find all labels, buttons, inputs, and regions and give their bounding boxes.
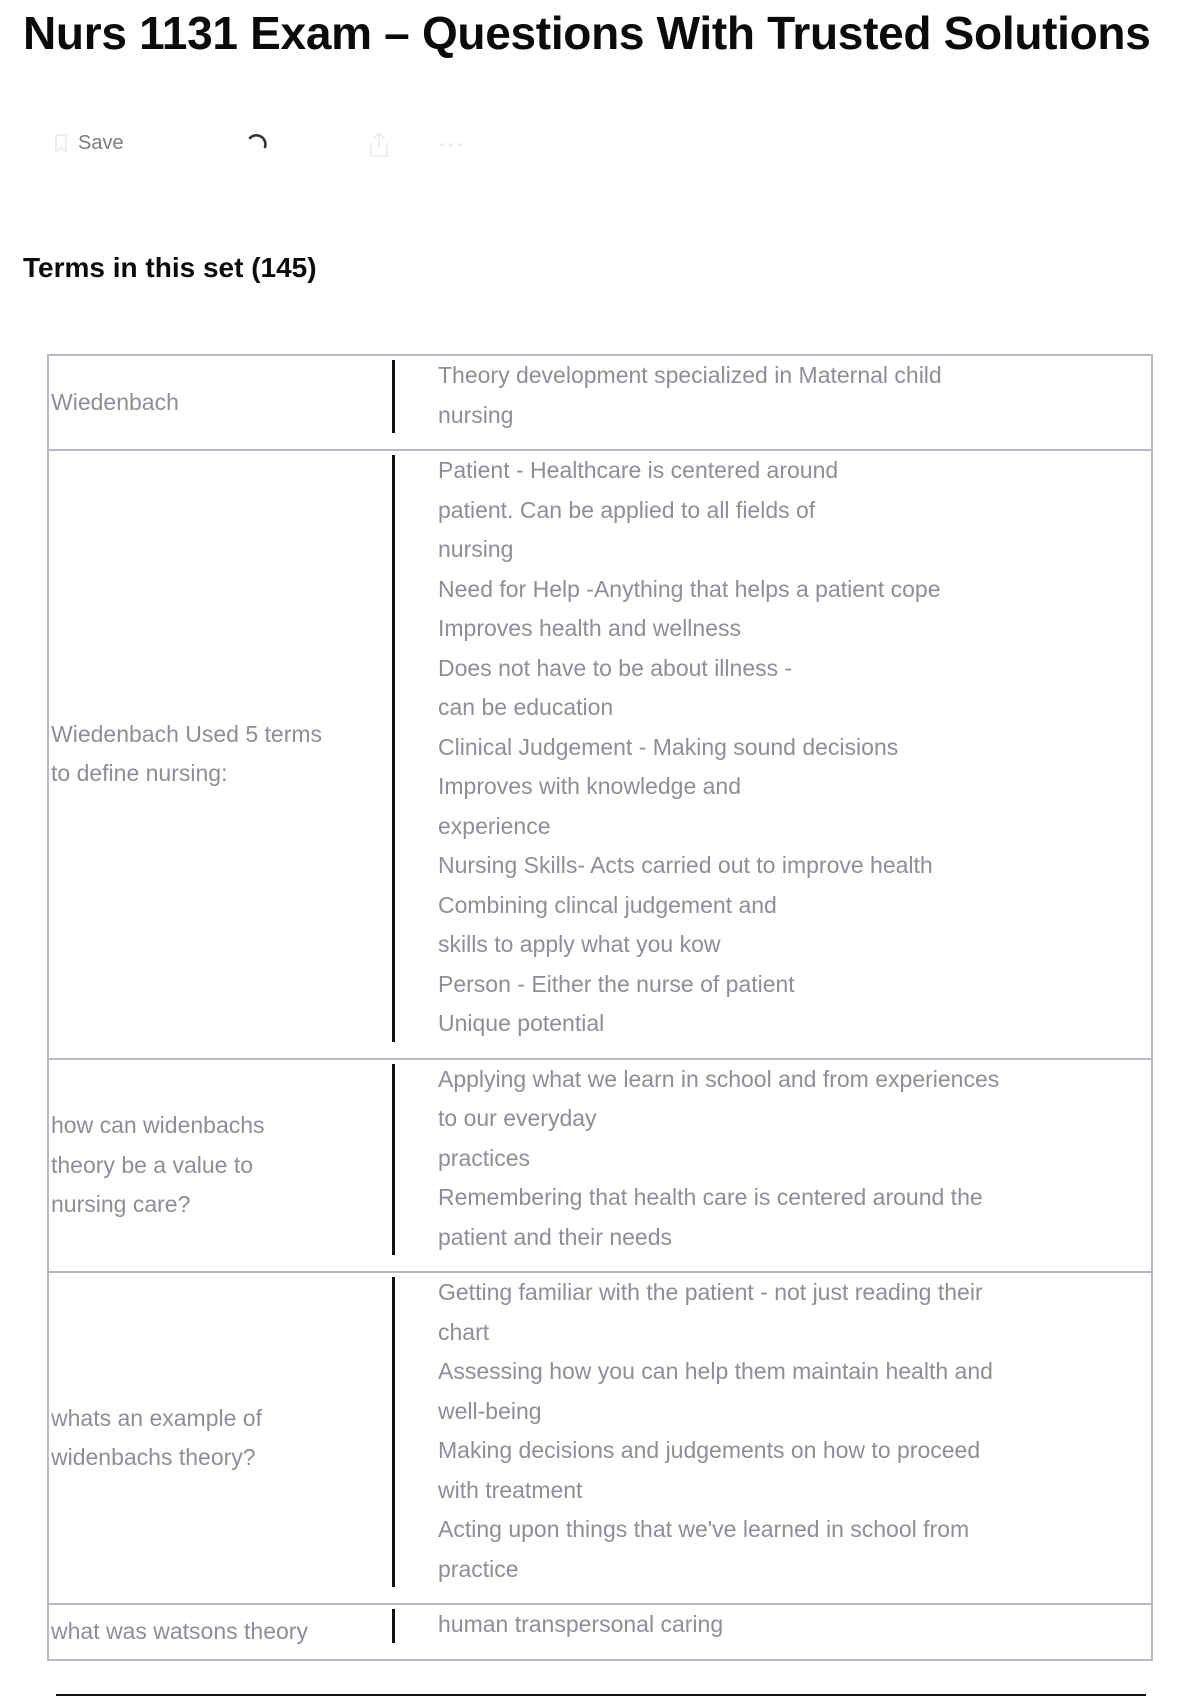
definition-line: patient and their needs (438, 1223, 673, 1250)
definition-line: Does not have to be about illness - (438, 654, 793, 681)
term-cell (48, 1059, 392, 1273)
definition-line: Nursing Skills- Acts carried out to improve health (438, 852, 933, 878)
definition-cell (392, 1604, 1152, 1660)
definition-cell (392, 1059, 1152, 1273)
definition-line: Getting familiar with the patient - not just reading their (438, 1279, 983, 1305)
definition-line: skills to apply what you kow (438, 931, 721, 957)
term-text: what was watsons theory (51, 1618, 308, 1644)
definition-line: Clinical Judgement - Making sound decisions (438, 733, 899, 760)
share-button[interactable] (366, 130, 392, 166)
definition-line: practices (438, 1144, 531, 1171)
definition-line: with treatment (438, 1476, 583, 1503)
term-cell (48, 450, 392, 1059)
definition-line: Assessing how you can help them maintain health and (438, 1358, 993, 1384)
definition-line: Improves health and wellness (438, 615, 741, 641)
definition-line: can be education (438, 694, 614, 720)
save-button[interactable] (54, 132, 124, 155)
term-row (48, 355, 1152, 450)
definition-line: human transpersonal caring (438, 1611, 724, 1637)
definition-line: Combining clincal judgement and (438, 891, 777, 918)
definition-line: Patient - Healthcare is centered around (438, 457, 839, 483)
terms-table (47, 354, 1153, 1661)
more-options-button[interactable] (436, 130, 466, 166)
definition-line: Applying what we learn in school and from experiences (438, 1065, 1000, 1092)
definition-line: practice (438, 1555, 519, 1582)
term-row (48, 1272, 1152, 1604)
definition-line: Unique potential (438, 1010, 605, 1036)
definition-line: experience (438, 812, 551, 839)
definition-line: to our everyday (438, 1105, 597, 1131)
definition-cell (392, 355, 1152, 450)
term-row (48, 450, 1152, 1059)
definition-cell (392, 1272, 1152, 1604)
loading-spinner-icon (244, 132, 270, 163)
definition-line: Remembering that health care is centered around the (438, 1184, 983, 1210)
definition-line: Making decisions and judgements on how to proceed (438, 1437, 981, 1463)
definition-cell (392, 450, 1152, 1059)
term-cell (48, 1604, 392, 1660)
term-text: Wiedenbach (51, 388, 179, 415)
save-label: Save (78, 132, 124, 154)
definition-line: Theory development specialized in Maternal child (438, 362, 942, 388)
definition-line: Acting upon things that we've learned in school from (438, 1516, 970, 1542)
definition-line: nursing (438, 401, 514, 428)
bottom-divider (56, 1694, 1146, 1696)
term-text: Wiedenbach Used 5 terms to define nursing: (51, 720, 323, 787)
terms-set-heading: Terms in this set (145) (23, 252, 317, 283)
term-text: how can widenbachs theory be a value to nursing care? (51, 1112, 265, 1217)
term-row (48, 1604, 1152, 1660)
term-row (48, 1059, 1152, 1273)
definition-line: well-being (438, 1397, 542, 1424)
definition-line: chart (438, 1318, 490, 1345)
term-cell (48, 355, 392, 450)
bookmark-icon (54, 134, 68, 154)
definition-line: Need for Help -Anything that helps a patient cope (438, 575, 941, 602)
term-text: whats an example of widenbachs theory? (51, 1404, 262, 1470)
definition-line: patient. Can be applied to all fields of (438, 496, 816, 523)
more-options-icon (436, 130, 466, 166)
definition-line: Improves with knowledge and (438, 773, 741, 799)
definition-line: Person - Either the nurse of patient (438, 970, 795, 997)
share-icon (366, 130, 392, 166)
page-title: Nurs 1131 Exam – Questions With Trusted Solutions (23, 7, 1151, 59)
definition-line: nursing (438, 536, 514, 562)
term-cell (48, 1272, 392, 1604)
toolbar (0, 120, 1200, 176)
